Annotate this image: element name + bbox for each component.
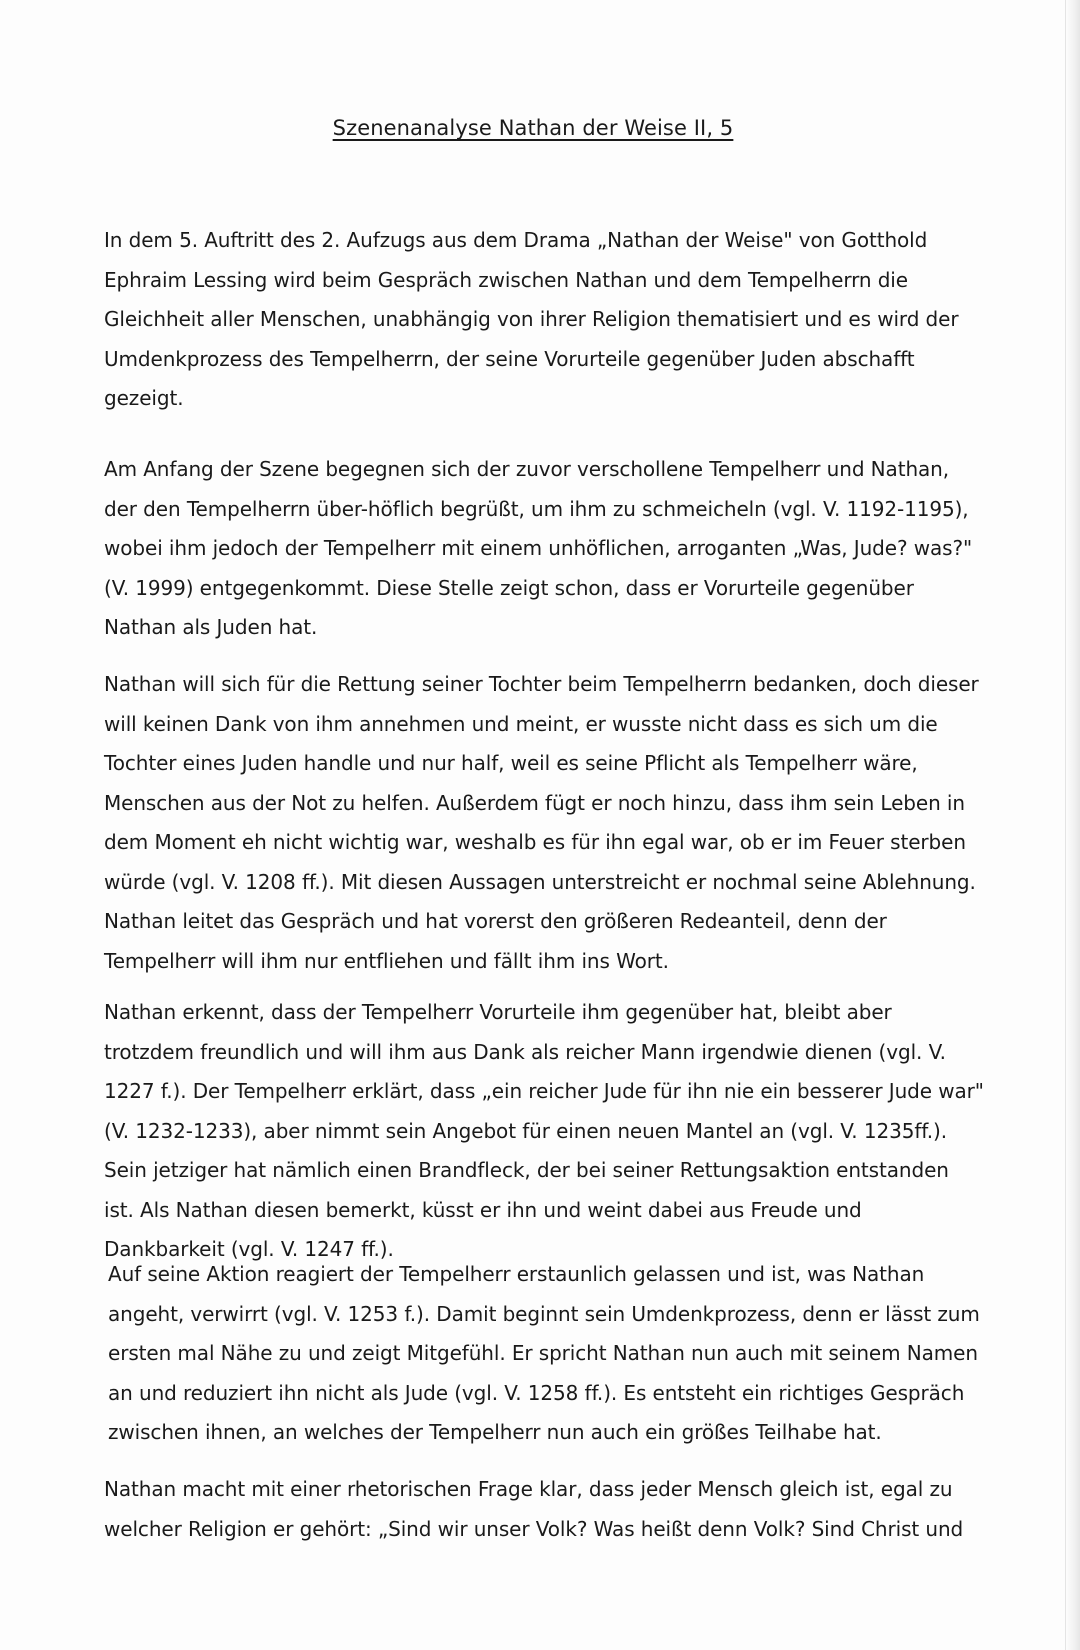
page-title: Szenenanalyse Nathan der Weise II, 5	[332, 116, 734, 140]
paragraph-rhetorical-question: Nathan macht mit einer rhetorischen Frage klar, dass jeder Mensch gleich ist, egal zu welcher Religion er gehört: „Sind wir unser Volk? Was heißt denn Volk? Sind Christ und	[104, 1477, 964, 1541]
paragraph-introduction: In dem 5. Auftritt des 2. Aufzugs aus dem Drama „Nathan der Weise" von Gotthold Ephraim Lessing wird beim Gespräch zwischen Nathan und dem Tempelherrn die Gleichheit aller Menschen, unabhängig von ihrer Religion thematisiert und es wird der Umdenkprozess des Tempelherrn, der seine Vorurteile gegenüber Juden abschafft gezeigt.	[104, 228, 959, 410]
paragraph-prejudice-recognition: Nathan erkennt, dass der Tempelherr Vorurteile ihm gegenüber hat, bleibt aber trotzdem freundlich und will ihm aus Dank als reicher Mann irgendwie dienen (vgl. V. 1227 f.). Der Tempelherr erklärt, dass „ein reicher Jude für ihn nie ein besserer Jude war" (V. 1232-1233), aber nimmt sein Angebot für einen neuen Mantel an (vgl. V. 1235ff.). Sein jetziger hat nämlich einen Brandfleck, der bei seiner Rettungsaktion entstanden ist. Als Nathan diesen bemerkt, küsst er ihn und weint dabei aus Freude und Dankbarkeit (vgl. V. 1247 ff.).	[104, 1000, 984, 1261]
paragraph-scene-beginning: Am Anfang der Szene begegnen sich der zuvor verschollene Tempelherr und Nathan, der den Tempelherrn über-höflich begrüßt, um ihm zu schmeicheln (vgl. V. 1192-1195), wobei ihm jedoch der Tempelherr mit einem unhöflichen, arroganten „Was, Jude? was?" (V. 1999) entgegenkommt. Diese Stelle zeigt schon, dass er Vorurteile gegenüber Nathan als Juden hat.	[104, 457, 973, 639]
paragraph-rethinking-process: Auf seine Aktion reagiert der Tempelherr erstaunlich gelassen und ist, was Nathan angeht, verwirrt (vgl. V. 1253 f.). Damit beginnt sein Umdenkprozess, denn er lässt zum ersten mal Nähe zu und zeigt Mitgefühl. Er spricht Nathan nun auch mit seinem Namen an und reduziert ihn nicht als Jude (vgl. V. 1258 ff.). Es entsteht ein richtiges Gespräch zwischen ihnen, an welches der Tempelherr nun auch ein größes Teilhabe hat.	[108, 1262, 980, 1444]
scan-edge	[1065, 0, 1080, 1650]
paragraph-gratitude-rejection: Nathan will sich für die Rettung seiner Tochter beim Tempelherrn bedanken, doch dieser will keinen Dank von ihm annehmen und meint, er wusste nicht dass es sich um die Tochter eines Juden handle und nur half, weil es seine Pflicht als Tempelherr wäre, Menschen aus der Not zu helfen. Außerdem fügt er noch hinzu, dass ihm sein Leben in dem Moment eh nicht wichtig war, weshalb es für ihn egal war, ob er im Feuer sterben würde (vgl. V. 1208 ff.). Mit diesen Aussagen unterstreicht er nochmal seine Ablehnung. Nathan leitet das Gespräch und hat vorerst den größeren Redeanteil, denn der Tempelherr will ihm nur entfliehen und fällt ihm ins Wort.	[104, 672, 979, 973]
